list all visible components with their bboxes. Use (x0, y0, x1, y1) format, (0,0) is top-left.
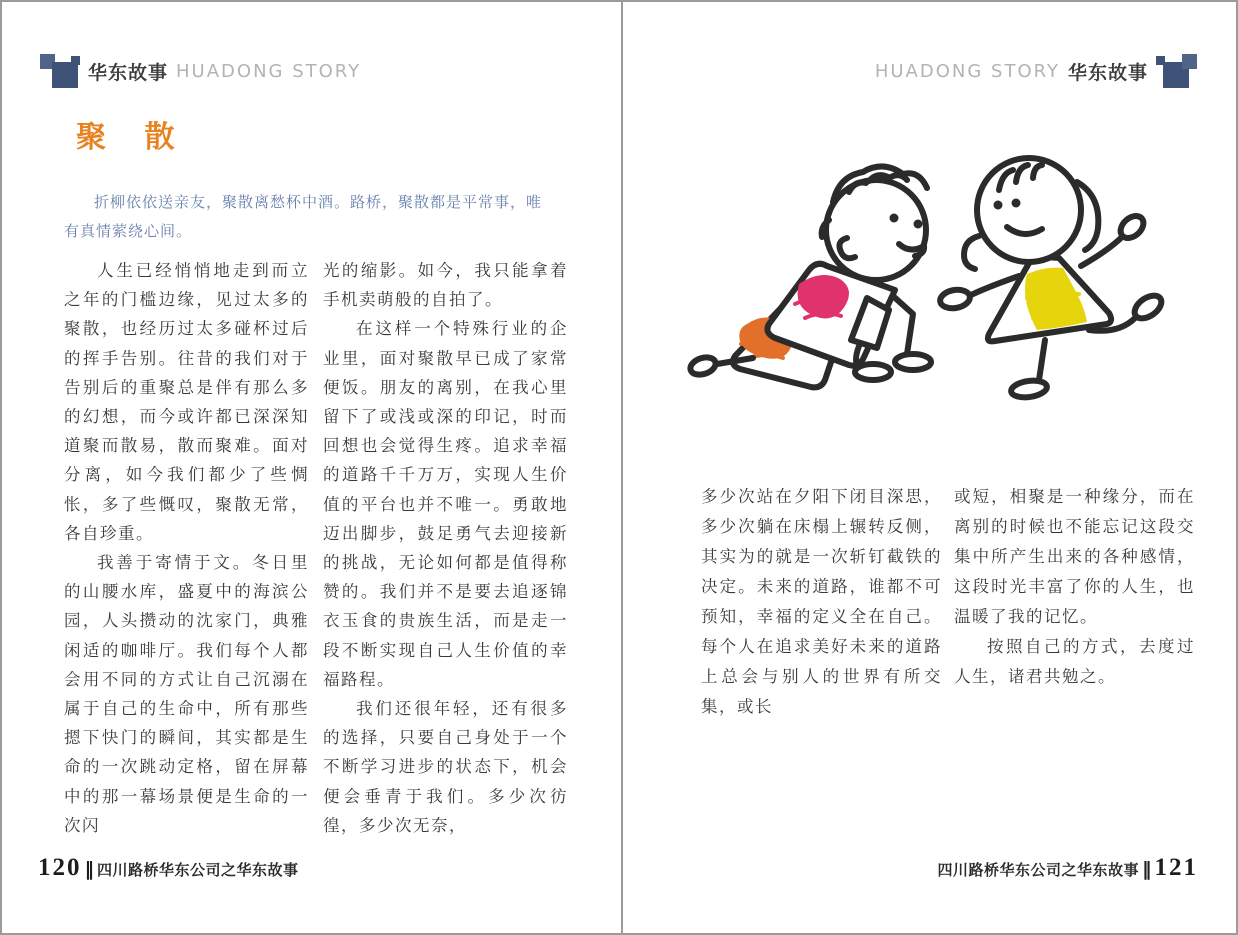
right-page-column-2 (954, 482, 1195, 722)
paragraph: 我们还很年轻，还有很多的选择，只要自己身处于一个不断学习进步的状态下，机会便会垂青于我们。多少次彷徨，多少次无奈， (323, 699, 568, 835)
left-page-columns (64, 256, 568, 840)
footer-text: 四川路桥华东公司之华东故事 (97, 861, 299, 879)
paragraph: 按照自己的方式，去度过人生，诸君共勉之。 (954, 637, 1195, 686)
brand-name-en: HUADONG STORY (874, 60, 1060, 82)
brand-logo-icon (40, 50, 80, 92)
two-children-illustration (661, 148, 1186, 423)
right-page-header (875, 50, 1196, 92)
logo-square-small (71, 56, 80, 65)
paragraph: 人生已经悄悄地走到而立之年的门槛边缘，见过太多的聚散，也经历过太多碰杯过后的挥手告别。往昔的我们对于告别后的重聚总是伴有那么多的幻想，而今或许都已深深知道聚而散易，散而聚难。面对分离，如今我们都少了些惆怅，多了些慨叹，聚散无常，各自珍重。 (64, 261, 309, 543)
page-number: 121 (1154, 854, 1198, 881)
right-page-column-1 (701, 482, 942, 722)
left-page-footer (38, 854, 299, 882)
article-title: 聚 散 (76, 120, 189, 155)
paragraph: 或短，相聚是一种缘分，而在离别的时候也不能忘记这段交集中所产生出来的各种感情，这段时光丰富了你的人生，也温暖了我的记忆。 (954, 487, 1195, 626)
brand-name-cn: 华东故事 (88, 61, 169, 84)
left-page-header (40, 50, 361, 92)
article-intro: 折柳依依送亲友，聚散离愁杯中酒。路桥，聚散都是平常事，唯有真情萦绕心间。 (64, 193, 543, 240)
page-right (621, 2, 1236, 933)
left-page-column-2 (323, 256, 568, 840)
paragraph: 我善于寄情于文。冬日里的山腰水库，盛夏中的海滨公园，人头攒动的沈家门，典雅闲适的咖啡厅。我们每个人都会用不同的方式让自己沉溺在属于自己的生命中，所有那些摁下快门的瞬间，其实都是生命的一次跳动定格，留在屏幕中的那一幕场景便是生命的一次闪 (64, 553, 309, 835)
page-left (2, 2, 621, 933)
folio-separator: ‖ (1142, 858, 1152, 880)
page-number: 120 (38, 854, 82, 881)
paragraph: 多少次站在夕阳下闭目深思，多少次躺在床榻上辗转反侧，其实为的就是一次斩钉截铁的决定。未来的道路，谁都不可预知，幸福的定义全在自己。每个人在追求美好未来的道路上总会与别人的世界有所交集，或长 (701, 487, 942, 716)
right-page-columns (701, 482, 1195, 722)
brand-name-cn: 华东故事 (1067, 61, 1148, 84)
paragraph: 在这样一个特殊行业的企业里，面对聚散早已成了家常便饭。朋友的离别，在我心里留下了或浅或深的印记，时而回想也会觉得生疼。追求幸福的道路千千万万，实现人生价值的平台也并不唯一。勇敢地迈出脚步，鼓足勇气去迎接新的挑战，无论如何都是值得称赞的。我们并不是要去追逐锦衣玉食的贵族生活，而是走一段不断实现自己人生价值的幸福路程。 (323, 319, 568, 689)
right-page-footer (937, 854, 1198, 882)
brand-logo-icon (1156, 50, 1196, 92)
folio-separator: ‖ (84, 858, 94, 880)
paragraph: 光的缩影。如今，我只能拿着手机卖萌般的自拍了。 (323, 261, 568, 310)
left-page-column-1 (64, 256, 309, 840)
logo-square-medium (1182, 54, 1197, 69)
logo-square-big (52, 62, 78, 88)
brand-name-en: HUADONG STORY (176, 60, 362, 82)
footer-text: 四川路桥华东公司之华东故事 (937, 861, 1139, 879)
